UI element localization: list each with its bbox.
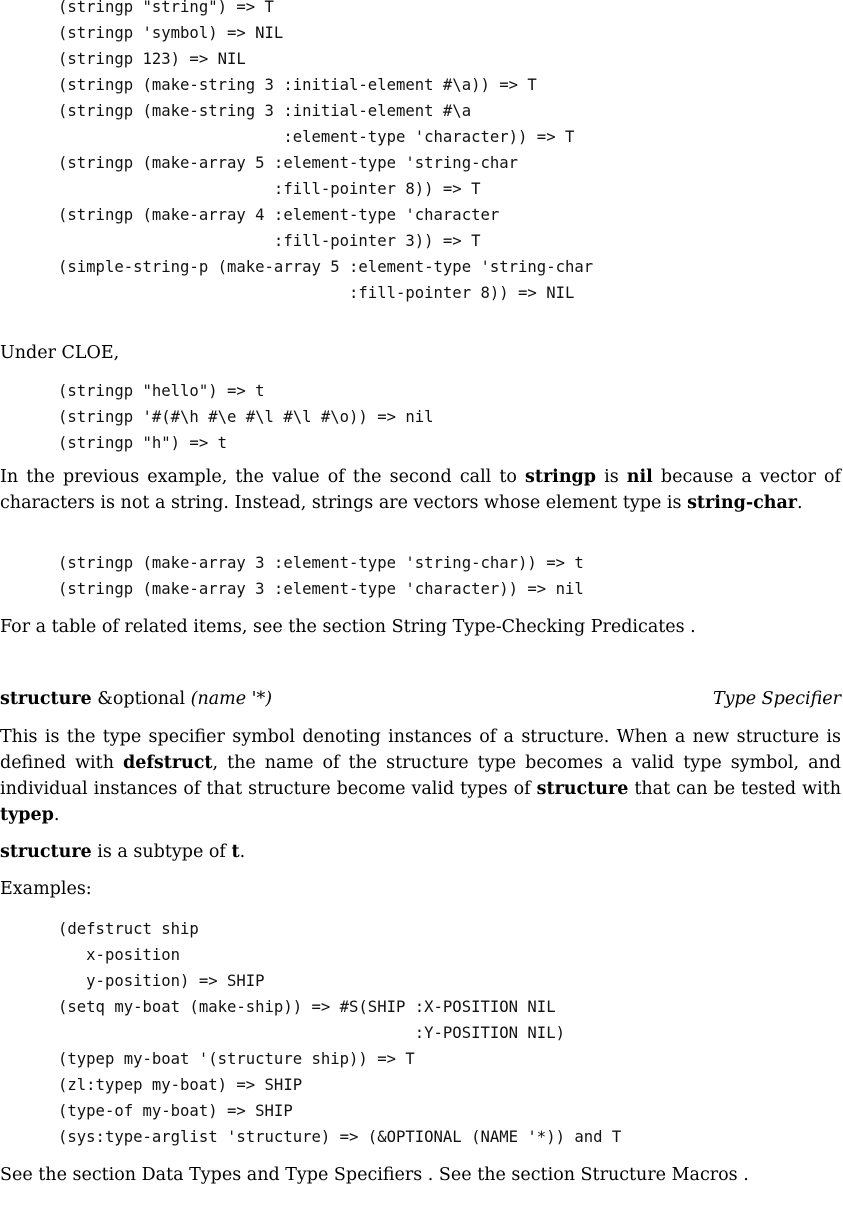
code-block-make-array-examples <box>58 550 584 602</box>
code-line: (zl:typep my-boat) => SHIP <box>58 1076 303 1094</box>
term-t: t <box>231 842 240 862</box>
code-line: (simple-string-p (make-array 5 :element-type 'string-char <box>58 258 594 276</box>
term-typep: typep <box>0 805 54 825</box>
term-string-char: string-char <box>687 493 798 513</box>
paragraph-subtype: structure is a subtype of t. <box>0 842 246 862</box>
code-line: (stringp (make-array 5 :element-type 'string-char <box>58 154 519 172</box>
entry-keyword: &optional <box>91 689 191 709</box>
code-line: :Y-POSITION NIL) <box>58 1024 565 1042</box>
related-items-link[interactable]: For a table of related items, see the section String Type-Checking Predicates . <box>0 617 696 637</box>
code-line: (stringp "hello") => t <box>58 382 265 400</box>
entry-header <box>0 686 841 712</box>
entry-args: (name '*) <box>190 689 273 709</box>
see-also-links[interactable]: See the section Data Types and Type Specifiers . See the section Structure Macros . <box>0 1165 749 1185</box>
entry-name: structure <box>0 689 92 709</box>
term-defstruct: defstruct <box>122 753 213 773</box>
examples-label: Examples: <box>0 879 92 899</box>
term-nil: nil <box>626 467 653 487</box>
code-line: (stringp "h") => t <box>58 434 227 452</box>
code-line: (stringp 123) => NIL <box>58 50 246 68</box>
code-line: (stringp '#(#\h #\e #\l #\l #\o)) => nil <box>58 408 434 426</box>
code-line: x-position <box>58 946 181 964</box>
code-block-cloe-examples <box>58 378 434 456</box>
code-line: (sys:type-arglist 'structure) => (&OPTIONAL (NAME '*)) and T <box>58 1128 622 1146</box>
code-line: :element-type 'character)) => T <box>58 128 575 146</box>
term-stringp: stringp <box>525 467 597 487</box>
term-structure: structure <box>0 842 92 862</box>
code-line: (stringp (make-array 3 :element-type 'character)) => nil <box>58 580 584 598</box>
code-line: (stringp (make-array 4 :element-type 'character <box>58 206 500 224</box>
code-line: (stringp (make-array 3 :element-type 'string-char)) => t <box>58 554 584 572</box>
code-line: (stringp (make-string 3 :initial-element #\a <box>58 102 472 120</box>
code-line: (stringp 'symbol) => NIL <box>58 24 284 42</box>
paragraph-previous-example: In the previous example, the value of the second call to stringp is nil because a vector of characters is not a string. Instead, strings are vectors whose element type is string-char. <box>0 467 841 513</box>
term-structure: structure <box>536 779 629 799</box>
code-line: (type-of my-boat) => SHIP <box>58 1102 293 1120</box>
code-line: (defstruct ship <box>58 920 199 938</box>
entry-kind: Type Specifier <box>712 689 841 709</box>
code-block-defstruct-examples <box>58 916 621 1150</box>
paragraph-definition: This is the type specifier symbol denoting instances of a structure. When a new structure is defined with defstruct, the name of the structure type becomes a valid type symbol, and individual instances of that structure become valid types of structure that can be tested with typep. <box>0 727 841 825</box>
code-line: :fill-pointer 8)) => NIL <box>58 284 575 302</box>
code-line: y-position) => SHIP <box>58 972 265 990</box>
code-block-stringp-examples <box>58 0 593 306</box>
code-line: (stringp (make-string 3 :initial-element #\a)) => T <box>58 76 537 94</box>
under-cloe-label: Under CLOE, <box>0 343 120 363</box>
code-line: (setq my-boat (make-ship)) => #S(SHIP :X-POSITION NIL <box>58 998 556 1016</box>
code-line: :fill-pointer 3)) => T <box>58 232 481 250</box>
code-line: (stringp "string") => T <box>58 0 274 16</box>
code-line: (typep my-boat '(structure ship)) => T <box>58 1050 415 1068</box>
code-line: :fill-pointer 8)) => T <box>58 180 481 198</box>
